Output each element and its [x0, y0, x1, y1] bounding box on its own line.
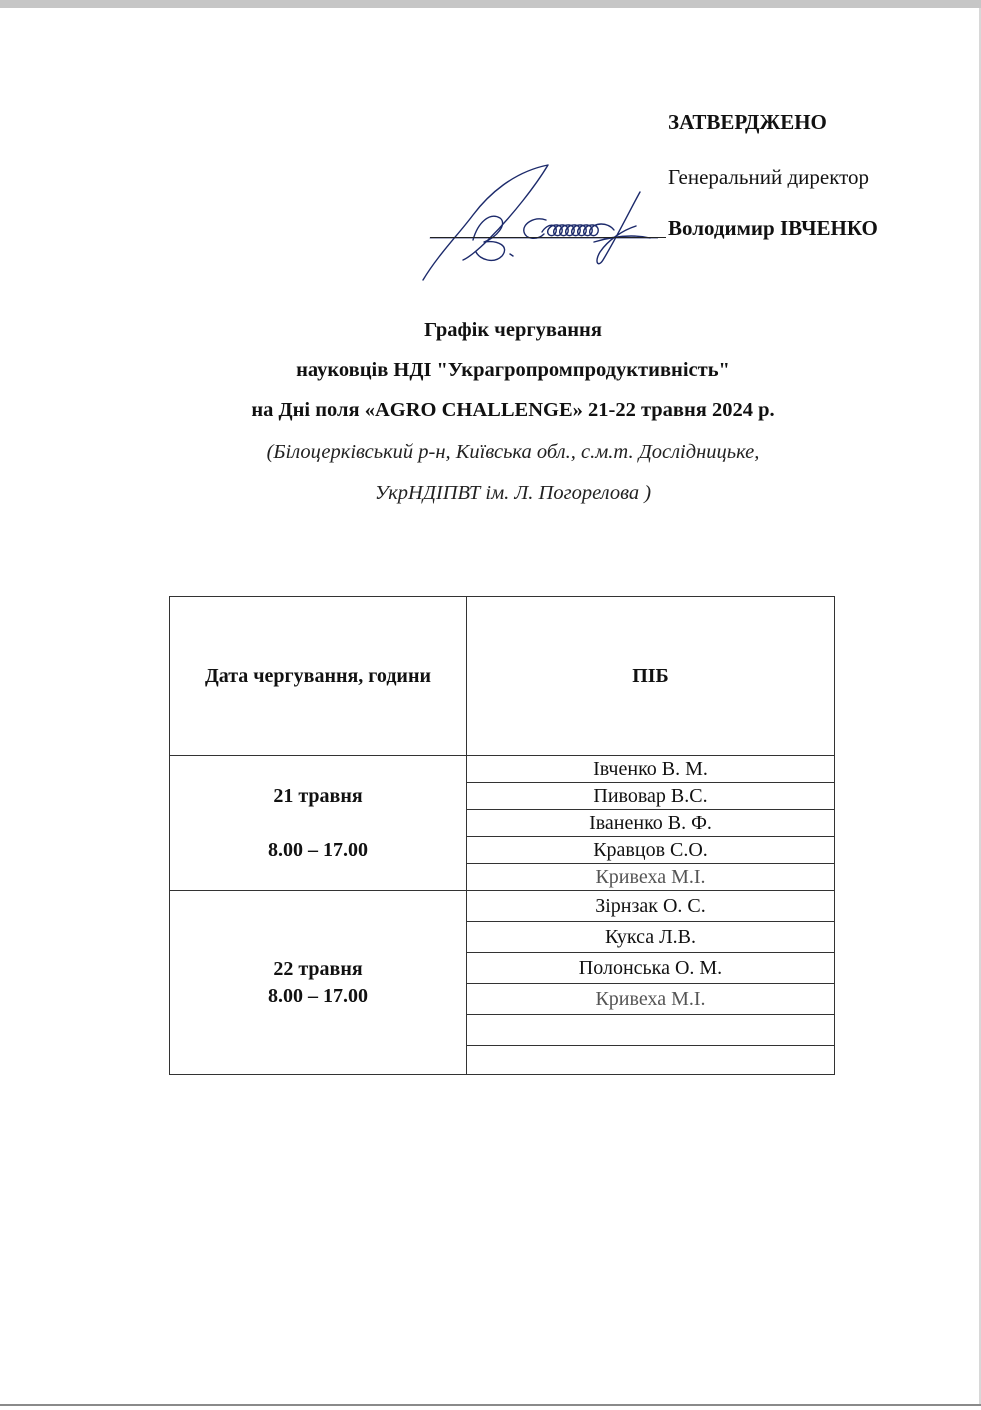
day1-person: Івченко В. М.	[467, 756, 835, 783]
page-top-edge	[0, 0, 981, 8]
day1-hours: 8.00 – 17.00	[268, 838, 368, 861]
day2-hours: 8.00 – 17.00	[268, 984, 368, 1007]
document-subtitle: науковців НДІ "Украгропромпродуктивність"	[296, 359, 730, 381]
table-row	[170, 891, 835, 922]
day2-person: Полонська О. М.	[467, 953, 835, 984]
day1-date-cell	[170, 756, 467, 891]
header-date-hours: Дата чергування, години	[170, 597, 467, 756]
duty-schedule-table	[169, 596, 835, 1075]
day1-person: Кривеха М.І.	[467, 864, 835, 891]
day1-person: Іваненко В. Ф.	[467, 810, 835, 837]
location-line-1: (Білоцерківський р-н, Київська обл., с.м.т. Дослідницьке,	[266, 441, 760, 463]
header-full-name: ПІБ	[467, 597, 835, 756]
page-bottom-edge	[0, 1404, 981, 1406]
director-position: Генеральний директор	[668, 165, 870, 189]
day1-date: 21 травня	[273, 784, 363, 807]
signature-line	[430, 237, 666, 238]
document-title: Графік чергування	[424, 319, 602, 341]
day1-person: Кравцов С.О.	[467, 837, 835, 864]
day2-date: 22 травня	[273, 957, 363, 980]
director-signature	[418, 160, 658, 285]
day2-person-empty	[467, 1015, 835, 1046]
director-name: Володимир ІВЧЕНКО	[668, 216, 878, 240]
day2-date-cell	[170, 891, 467, 1075]
location-line-2: УкрНДІПВТ ім. Л. Погорелова )	[374, 482, 652, 504]
event-title: на Дні поля «AGRO CHALLENGE» 21-22 травня 2024 р.	[251, 399, 775, 421]
table-header-row	[170, 597, 835, 756]
day2-person: Кривеха М.І.	[467, 984, 835, 1015]
day2-person: Зірнзак О. С.	[467, 891, 835, 922]
day2-person: Кукса Л.В.	[467, 922, 835, 953]
table-row	[170, 756, 835, 783]
approval-stamp: ЗАТВЕРДЖЕНО	[668, 110, 827, 134]
day2-person-empty	[467, 1046, 835, 1075]
day1-person: Пивовар В.С.	[467, 783, 835, 810]
